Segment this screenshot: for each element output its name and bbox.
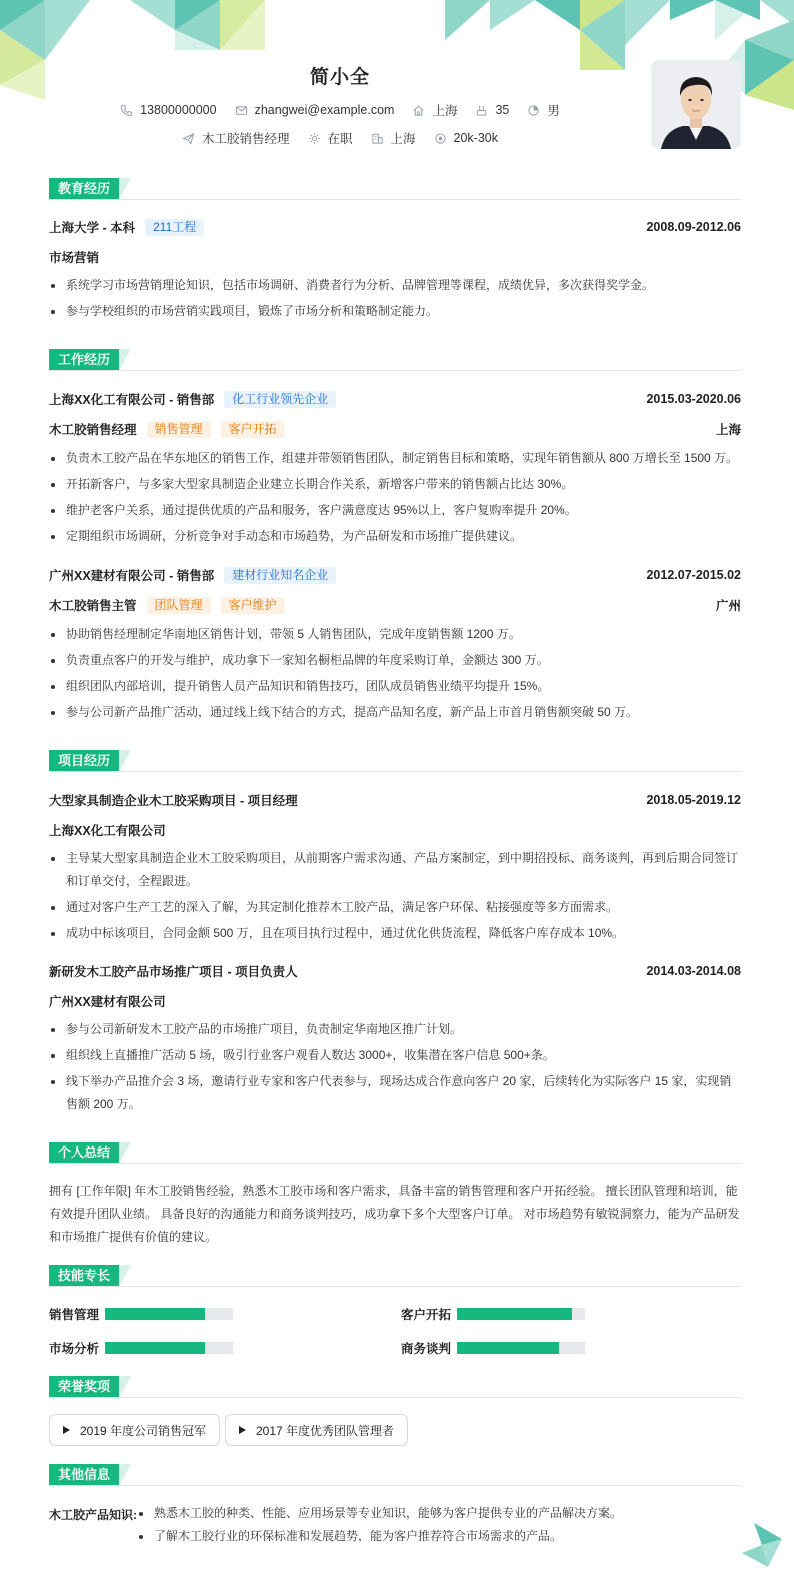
job-date: 2012.07-2015.02 <box>646 568 741 582</box>
city-text: 上海 <box>390 132 416 146</box>
mail-icon <box>235 104 248 117</box>
list-item: 维护老客户关系，通过提供优质的产品和服务，客户满意度达 95%以上，客户复购率提升 20%。 <box>49 499 741 522</box>
skills-title: 技能专长 <box>49 1265 119 1287</box>
major: 市场营销 <box>49 251 100 265</box>
project-company: 广州XX建材有限公司 <box>49 995 166 1009</box>
skills-section <box>49 1265 741 1356</box>
role-tag: 客户开拓 <box>221 421 285 438</box>
award-item <box>225 1414 408 1446</box>
position-text: 木工胶销售经理 <box>201 132 290 146</box>
position-info <box>182 129 290 147</box>
skill-bar-fill <box>105 1342 205 1354</box>
awards-list <box>49 1414 741 1446</box>
email-text: zhangwei@example.com <box>254 103 395 117</box>
summary-title: 个人总结 <box>49 1142 119 1164</box>
list-item: 负责木工胶产品在华东地区的销售工作，组建并带领销售团队，制定销售目标和策略，实现年销售额从 800 万增长至 1500 万。 <box>49 447 741 470</box>
skill-item <box>49 1305 99 1323</box>
education-header <box>49 218 741 236</box>
skill-bar-fill <box>457 1342 559 1354</box>
job-bullets <box>49 447 741 551</box>
list-item: 参与学校组织的市场营销实践项目，锻炼了市场分析和策略制定能力。 <box>49 300 741 323</box>
summary-section <box>49 1142 741 1244</box>
job-date: 2015.03-2020.06 <box>646 392 741 406</box>
education-bullets <box>49 274 741 326</box>
list-item: 开拓新客户，与多家大型家具制造企业建立长期合作关系，新增客户带来的销售额占比达 30%。 <box>49 473 741 496</box>
phone-text: 13800000000 <box>140 103 217 117</box>
company-tag: 建材行业知名企业 <box>224 567 336 584</box>
gear-icon <box>308 132 321 145</box>
age-info <box>475 103 509 117</box>
school-name: 上海大学 - 本科 <box>49 221 136 235</box>
list-item: 熟悉木工胶的种类、性能、应用场景等专业知识，能够为客户提供专业的产品解决方案。 <box>137 1502 741 1525</box>
phone-info <box>120 103 216 117</box>
skill-name: 客户开拓 <box>401 1308 452 1322</box>
award-text: 2019 年度公司销售冠军 <box>80 1423 207 1438</box>
candidate-name: 简小全 <box>309 67 370 88</box>
project-bullets <box>49 847 741 948</box>
job-role-row <box>49 596 741 614</box>
corner-decoration <box>742 1523 782 1567</box>
other-title: 其他信息 <box>49 1464 119 1486</box>
home-icon <box>412 104 425 117</box>
major-row <box>49 248 741 266</box>
project-company-row <box>49 992 741 1010</box>
summary-text: 拥有 [工作年限] 年木工胶销售经验，熟悉木工胶市场和客户需求，具备丰富的销售管理和客户开拓经验。 擅长团队管理和培训，能有效提升团队业绩。 具备良好的沟通能力和商务谈判技巧，成功拿下多个大型客户订单。 对市场趋势有敏锐洞察力，能为产品研发和市场推广提供有价值的建议。 <box>49 1184 740 1244</box>
education-date: 2008.09-2012.06 <box>646 220 741 234</box>
projects-title: 项目经历 <box>49 750 119 772</box>
project-company: 上海XX化工有限公司 <box>49 824 166 838</box>
gender-text: 男 <box>547 104 560 118</box>
list-item: 线下举办产品推介会 3 场，邀请行业专家和客户代表参与，现场达成合作意向客户 20 家，后续转化为实际客户 15 家，实现销售额 200 万。 <box>49 1070 741 1116</box>
gender-icon <box>527 104 540 117</box>
education-section <box>49 178 741 318</box>
job-bullets <box>49 623 741 727</box>
skill-name: 销售管理 <box>49 1308 100 1322</box>
contact-row <box>0 101 680 119</box>
work-title: 工作经历 <box>49 349 119 371</box>
list-item: 参与公司新产品推广活动，通过线上线下结合的方式，提高产品知名度，新产品上市首月销售额突破 50 万。 <box>49 701 741 724</box>
awards-title: 荣誉奖项 <box>49 1376 119 1398</box>
skill-name: 商务谈判 <box>401 1342 452 1356</box>
project-company-row <box>49 821 741 839</box>
other-label: 木工胶产品知识: <box>49 1508 137 1522</box>
play-icon <box>63 1426 70 1434</box>
skill-bar <box>457 1342 585 1354</box>
skill-bar <box>105 1342 233 1354</box>
project-header <box>49 791 741 809</box>
project-name: 新研发木工胶产品市场推广项目 - 项目负责人 <box>49 965 298 979</box>
list-item: 通过对客户生产工艺的深入了解，为其定制化推荐木工胶产品，满足客户环保、粘接强度等多方面需求。 <box>49 896 741 919</box>
salary-info <box>434 131 498 145</box>
status-info <box>308 129 353 147</box>
project-bullets <box>49 1018 741 1119</box>
list-item: 定期组织市场调研，分析竞争对手动态和市场趋势，为产品研发和市场推广提供建议。 <box>49 525 741 548</box>
project-name: 大型家具制造企业木工胶采购项目 - 项目经理 <box>49 794 298 808</box>
project-date: 2014.03-2014.08 <box>646 964 741 978</box>
job-city: 广州 <box>715 599 741 613</box>
list-item: 主导某大型家具制造企业木工胶采购项目，从前期客户需求沟通、产品方案制定，到中期招投标、商务谈判，再到后期合同签订和订单交付，全程跟进。 <box>49 847 741 893</box>
job-header <box>49 390 741 408</box>
job-role: 木工胶销售主管 <box>49 599 137 613</box>
building-icon <box>371 132 384 145</box>
job-city: 上海 <box>715 423 741 437</box>
job-intent-row <box>0 129 680 147</box>
avatar <box>651 60 741 149</box>
list-item: 系统学习市场营销理论知识，包括市场调研、消费者行为分析、品牌管理等课程，成绩优异，多次获得奖学金。 <box>49 274 741 297</box>
award-text: 2017 年度优秀团队管理者 <box>256 1423 395 1438</box>
job-role-row <box>49 420 741 438</box>
skill-item <box>401 1305 451 1323</box>
work-section <box>49 349 741 719</box>
list-item: 负责重点客户的开发与维护，成功拿下一家知名橱柜品牌的年度采购订单，金额达 300 万。 <box>49 649 741 672</box>
skill-bar <box>457 1308 585 1320</box>
age-text: 35 <box>495 103 510 117</box>
role-tag: 销售管理 <box>147 421 211 438</box>
play-icon <box>239 1426 246 1434</box>
location-text: 上海 <box>432 104 458 118</box>
salary-text: 20k-30k <box>453 131 499 145</box>
role-tag: 客户维护 <box>221 597 285 614</box>
project-header <box>49 962 741 980</box>
send-icon <box>182 132 195 145</box>
coin-icon <box>434 132 447 145</box>
location-info <box>412 101 457 119</box>
list-item: 成功中标该项目，合同金额 500 万，且在项目执行过程中，通过优化供货流程，降低客户库存成本 10%。 <box>49 922 741 945</box>
list-item: 组织线上直播推广活动 5 场，吸引行业客户观看人数达 3000+，收集潜在客户信息 500+条。 <box>49 1044 741 1067</box>
project-date: 2018.05-2019.12 <box>646 793 741 807</box>
awards-section <box>49 1376 741 1438</box>
skill-bar <box>105 1308 233 1320</box>
list-item: 了解木工胶行业的环保标准和发展趋势，能为客户推荐符合市场需求的产品。 <box>137 1525 741 1548</box>
company-name: 广州XX建材有限公司 - 销售部 <box>49 569 215 583</box>
gender-info <box>527 101 560 119</box>
city-info <box>371 129 416 147</box>
list-item: 组织团队内部培训，提升销售人员产品知识和销售技巧，团队成员销售业绩平均提升 15%。 <box>49 675 741 698</box>
skill-item <box>49 1339 99 1357</box>
resume-header <box>0 0 794 165</box>
other-bullets <box>137 1502 741 1548</box>
list-item: 协助销售经理制定华南地区销售计划，带领 5 人销售团队，完成年度销售额 1200 万。 <box>49 623 741 646</box>
job-role: 木工胶销售经理 <box>49 423 137 437</box>
education-title: 教育经历 <box>49 178 119 200</box>
skill-bar-fill <box>105 1308 205 1320</box>
phone-icon <box>120 104 133 117</box>
projects-section <box>49 750 741 1111</box>
skill-name: 市场分析 <box>49 1342 100 1356</box>
skill-item <box>401 1339 451 1357</box>
job-header <box>49 566 741 584</box>
avatar-portrait <box>651 60 741 149</box>
role-tag: 团队管理 <box>147 597 211 614</box>
other-section <box>49 1464 741 1543</box>
award-item <box>49 1414 220 1446</box>
email-info <box>235 103 395 117</box>
status-text: 在职 <box>327 132 353 146</box>
school-tag: 211工程 <box>145 219 204 236</box>
company-tag: 化工行业领先企业 <box>224 391 336 408</box>
age-icon <box>475 104 488 117</box>
company-name: 上海XX化工有限公司 - 销售部 <box>49 393 215 407</box>
list-item: 参与公司新研发木工胶产品的市场推广项目，负责制定华南地区推广计划。 <box>49 1018 741 1041</box>
skill-bar-fill <box>457 1308 572 1320</box>
